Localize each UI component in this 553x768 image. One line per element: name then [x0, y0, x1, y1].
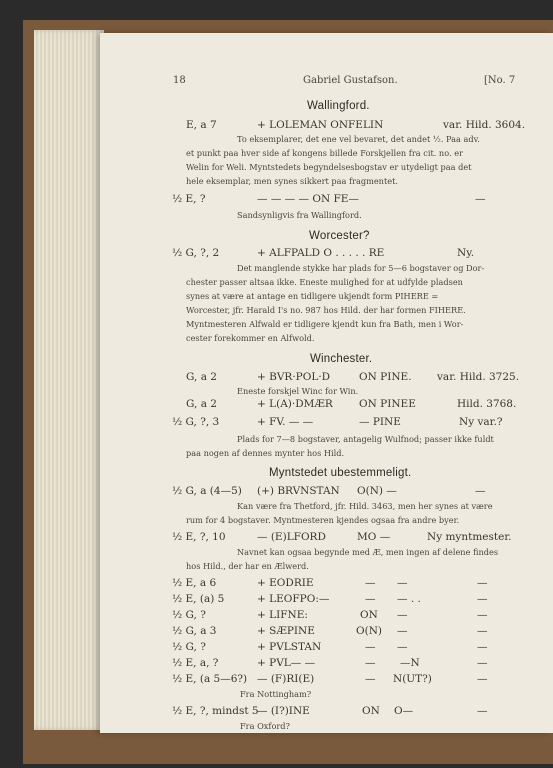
coin-col1: O(N) — [356, 625, 382, 637]
coin-legend: + PVLSTAN — [257, 641, 322, 653]
desc-line: Myntmesteren Alfwald er tidligere kjendt kun fra Bath, men i Wor- — [186, 319, 464, 329]
coin-legend: + PVL— — — [257, 657, 316, 669]
coin-ref: G, a 2 — [186, 398, 217, 410]
coin-legend: — (F)RI(E) — [257, 673, 315, 685]
coin-col1: ON — [360, 609, 378, 621]
coin-ref: G, a 2 — [186, 371, 217, 383]
coin-col3: — — [477, 657, 488, 669]
coin-legend: + LOLEMAN ONFELIN — [257, 119, 384, 131]
page-number: 18 — [173, 75, 186, 86]
coin-col3: — — [477, 705, 488, 717]
attribution: Fra Oxford? — [240, 721, 290, 731]
coin-legend: + FV. — — — [257, 416, 314, 428]
coin-note: Ny var.? — [459, 416, 503, 428]
coin-legend: + LIFNE: — [257, 609, 308, 621]
coin-ref: ½ G, a 3 — [172, 625, 217, 637]
coin-col2: — — [397, 577, 408, 589]
coin-legend: — (E)LFORD — [257, 531, 326, 543]
desc-line: hos Hild., der har en Ælwerd. — [186, 561, 309, 571]
coin-ref: ½ G, ? — [172, 641, 206, 653]
coin-note: Ny. — [457, 247, 475, 259]
coin-col3: — — [477, 593, 488, 605]
coin-ref: ½ E, ?, 10 — [172, 531, 226, 543]
desc-line: Kan være fra Thetford, jfr. Hild. 3463, men her synes at være — [237, 501, 493, 511]
coin-legend: — — — — ON FE— — [257, 193, 359, 205]
coin-col3: — — [477, 577, 488, 589]
coin-mint: — PINE — [359, 416, 401, 428]
coin-ref: ½ E, a, ? — [172, 657, 219, 669]
coin-col1: — — [365, 673, 376, 685]
coin-col1: ON — [362, 705, 380, 717]
coin-mint: ON PINE. — [359, 371, 412, 383]
coin-col1: — — [365, 641, 376, 653]
desc-line: hele eksemplar, men synes sikkert paa fragmentet. — [186, 176, 398, 186]
coin-ref: ½ G, a (4—5) — [172, 485, 242, 497]
coin-col2: — — [397, 609, 408, 621]
coin-legend: — (I?)INE — [257, 705, 310, 717]
desc-line: Worcester, jfr. Harald I's no. 987 hos Hild. der har formen FIHERE. — [186, 305, 466, 315]
coin-note: — — [475, 485, 486, 497]
desc-line: Welin for Weli. Myntstedets begyndelsesbogstav er utydeligt paa det — [186, 162, 472, 172]
coin-mint: ON PINEE — [359, 398, 416, 410]
coin-ref: ½ E, ? — [172, 193, 206, 205]
running-title: Gabriel Gustafson. — [303, 75, 398, 86]
coin-legend: + ALFPALD O . . . . . RE — [257, 247, 385, 259]
desc-line: synes at være at antage en tidligere ukjendt form PIHERE = — [186, 291, 439, 301]
coin-col2: O— — [394, 705, 414, 717]
coin-col3: — — [477, 625, 488, 637]
desc-line: et punkt paa hver side af kongens billede Forskjellen fra cit. no. er — [186, 148, 463, 158]
coin-note: — — [475, 193, 486, 205]
coin-col2: —N — [400, 657, 420, 669]
page-edges — [34, 30, 104, 730]
coin-col3: — — [477, 641, 488, 653]
attribution: Fra Nottingham? — [240, 689, 312, 699]
coin-ref: ½ E, (a 5—6?) — [172, 673, 248, 685]
coin-ref: ½ E, a 6 — [172, 577, 217, 589]
coin-ref: ½ G, ?, 3 — [172, 416, 220, 428]
coin-note: Ny myntmester. — [427, 531, 512, 543]
coin-legend: + LEOFPO:— — [257, 593, 330, 605]
coin-legend: + SÆPINE — [257, 625, 315, 637]
section-heading-worcester: Worcester? — [309, 230, 370, 242]
coin-col2: — — [397, 625, 408, 637]
coin-col3: — — [477, 673, 488, 685]
coin-legend: + L(A)·DMÆR — [257, 398, 333, 410]
desc-line: cester forekommer en Alfwold. — [186, 333, 315, 343]
coin-note: var. Hild. 3604. — [443, 119, 526, 131]
coin-ref: ½ E, ?, mindst 5 — [172, 705, 259, 717]
desc-line: Eneste forskjel Winc for Win. — [237, 386, 359, 396]
coin-ref: ½ E, (a) 5 — [172, 593, 225, 605]
coin-note: Hild. 3768. — [457, 398, 517, 410]
coin-col3: — — [477, 609, 488, 621]
desc-line: Sandsynligvis fra Wallingford. — [237, 210, 362, 220]
desc-line: Det manglende stykke har plads for 5—6 bogstaver og Dor- — [237, 263, 485, 273]
desc-line: To eksemplarer, det ene vel bevaret, det andet ½. Paa adv. — [237, 134, 480, 144]
coin-ref: E, a 7 — [186, 119, 217, 131]
coin-col2: — . . — [397, 593, 421, 605]
coin-col2: N(UT?) — [393, 673, 432, 685]
desc-line: paa nogen af dennes mynter hos Hild. — [186, 448, 345, 458]
coin-mint: MO — — [357, 531, 391, 543]
desc-line: Plads for 7—8 bogstaver, antagelig Wulfnod; passer ikke fuldt — [237, 434, 494, 444]
coin-col1: — — [365, 593, 376, 605]
desc-line: chester passer altsaa ikke. Eneste mulighed for at udfylde pladsen — [186, 277, 463, 287]
coin-legend: + EODRIE — [257, 577, 314, 589]
coin-col1: — — [365, 577, 376, 589]
issue-number: [No. 7 — [484, 75, 516, 86]
coin-note: var. Hild. 3725. — [437, 371, 520, 383]
coin-ref: ½ G, ? — [172, 609, 206, 621]
coin-legend: (+) BRVNSTAN — [257, 485, 340, 497]
section-heading-winchester: Winchester. — [310, 353, 373, 365]
coin-mint: O(N) — — [357, 485, 397, 497]
coin-ref: ½ G, ?, 2 — [172, 247, 220, 259]
coin-col1: — — [365, 657, 376, 669]
coin-legend: + BVR·POL·D — [257, 371, 331, 383]
section-heading-unknown-mint: Myntstedet ubestemmeligt. — [269, 467, 412, 479]
section-heading-wallingford: Wallingford. — [307, 100, 370, 112]
desc-line: rum for 4 bogstaver. Myntmesteren kjendes ogsaa fra andre byer. — [186, 515, 460, 525]
coin-col2: — — [397, 641, 408, 653]
desc-line: Navnet kan ogsaa begynde med Æ, men ingen af delene findes — [237, 547, 499, 557]
page — [100, 33, 553, 733]
